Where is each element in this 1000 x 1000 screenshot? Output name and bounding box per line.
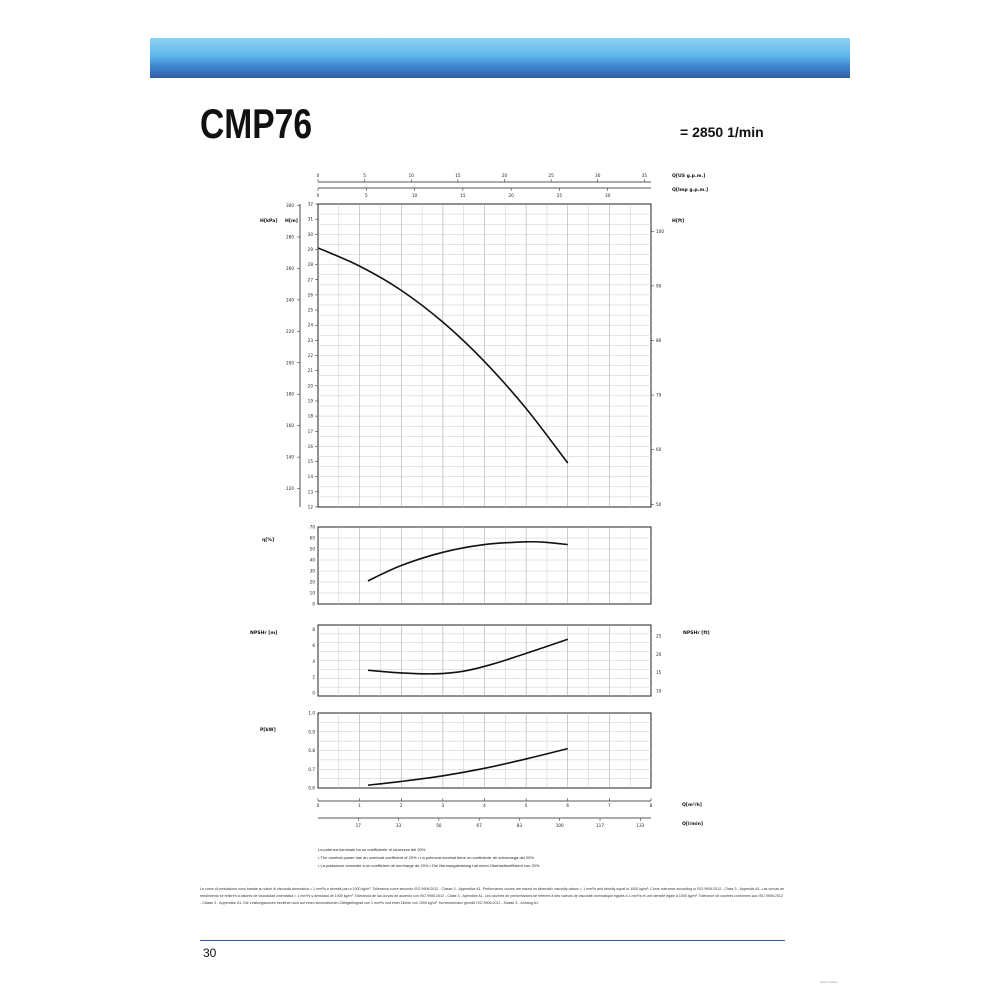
- head-right-tick-label: 70: [656, 392, 662, 398]
- head-left-outer-tick-label: 140: [286, 454, 294, 460]
- npsh-left-tick-label: 0: [312, 690, 315, 696]
- npsh-right-tick-label: 25: [656, 633, 662, 639]
- eff-label: η[%]: [262, 538, 275, 543]
- bottom-axis-1-tick-label: 3: [441, 803, 445, 808]
- head-left-inner-tick-label: 19: [307, 398, 313, 404]
- top-axis-1-tick-label: 0: [316, 173, 320, 178]
- head-left-outer-tick-label: 260: [286, 265, 294, 271]
- head-left-inner-tick-label: 24: [307, 322, 313, 328]
- bottom-axis-2-label: Q[l/min]: [682, 822, 703, 827]
- bottom-axis-1-tick-label: 6: [566, 803, 570, 808]
- bottom-axis-2-tick-label: 17: [355, 823, 361, 828]
- bottom-axis-2-tick-label: 50: [436, 823, 442, 828]
- head-left-inner-tick-label: 14: [307, 474, 313, 480]
- bottom-axis-2-tick-label: 117: [596, 823, 605, 828]
- power-tick-label: 1.0: [308, 710, 315, 716]
- head-left-inner-tick-label: 17: [307, 428, 313, 434]
- npsh-left-tick-label: 4: [312, 658, 315, 664]
- top-axis-2-tick-label: 25: [556, 193, 563, 198]
- power-tick-label: 0.6: [308, 785, 315, 791]
- bottom-axis-1-tick-label: 8: [649, 803, 653, 808]
- top-axis-2-tick-label: 5: [364, 193, 368, 198]
- npsh-left-tick-label: 6: [312, 643, 315, 649]
- bottom-axis-2-tick-label: 33: [395, 823, 402, 828]
- bottom-axis-1-tick-label: 0: [316, 803, 320, 808]
- head-left-outer-tick-label: 200: [286, 360, 294, 366]
- top-axis-1-tick-label: 35: [641, 173, 648, 178]
- head-left-inner-tick-label: 27: [307, 277, 313, 283]
- npsh-left-tick-label: 8: [312, 627, 315, 633]
- head-left-outer-tick-label: 300: [286, 203, 294, 209]
- bottom-axis-1-tick-label: 4: [483, 803, 486, 808]
- power-tick-label: 0.7: [308, 766, 315, 772]
- note-line-1: La potenza nominale ha un coefficiente di sicurezza del 20%: [318, 847, 426, 852]
- footer-rule: [200, 940, 785, 941]
- bottom-axis-2-tick-label: 133: [636, 823, 645, 828]
- bottom-axis-1-tick-label: 2: [399, 803, 403, 808]
- page-title: CMP76: [200, 100, 313, 147]
- page-number: 30: [203, 946, 217, 960]
- head-left-inner-tick-label: 28: [307, 262, 313, 268]
- eff-tick-label: 50: [309, 546, 315, 552]
- head-left-outer-tick-label: 220: [286, 328, 294, 334]
- bottom-axis-2-tick-label: 100: [555, 823, 564, 828]
- eff-tick-label: 70: [309, 524, 315, 530]
- bottom-axis-1-tick-label: 5: [524, 803, 528, 808]
- head-left-outer-tick-label: 120: [286, 486, 294, 492]
- head-left-inner-tick-label: 18: [307, 413, 313, 419]
- head-right-tick-label: 100: [656, 228, 664, 234]
- head-left-inner-tick-label: 29: [307, 246, 313, 252]
- top-axis-2-tick-label: 15: [460, 193, 466, 198]
- eff-tick-label: 0: [312, 601, 315, 607]
- top-axis-1-label: Q[US g.p.m.]: [672, 174, 706, 179]
- head-left-inner-tick-label: 16: [307, 443, 313, 449]
- head-left-inner-tick-label: 25: [307, 307, 313, 313]
- top-axis-2-tick-label: 20: [508, 193, 514, 198]
- head-left-inner-label: H[m]: [285, 219, 298, 224]
- eff-tick-label: 20: [309, 579, 315, 585]
- head-right-tick-label: 50: [656, 501, 662, 507]
- head-right-label: H[ft]: [672, 219, 685, 224]
- head-right-tick-label: 90: [656, 283, 662, 289]
- head-left-inner-tick-label: 31: [307, 216, 313, 222]
- note-line-2: • The nominal power has an overload coefficient of 20% • La potencia nominal tiene un coeficiente de sobrecarga del 20%: [318, 855, 534, 860]
- head-left-outer-label: H[kPa]: [260, 219, 278, 224]
- top-axis-2-tick-label: 0: [316, 193, 320, 198]
- top-axis-2-tick-label: 30: [605, 193, 611, 198]
- head-left-inner-tick-label: 20: [307, 383, 313, 389]
- bottom-axis-1-tick-label: 7: [608, 803, 611, 808]
- power-tick-label: 0.9: [308, 729, 315, 735]
- footer-text: Le curve di prestazione sono basate su valori di viscosità cinematica = 1 mm²/s e densità pari a 1000 kg/m³. Tolleranza curve secondo ISO 9906:2012 - Classe 3 - Appendice A1. Performance curves are based on kinematic viscosity values = 1 mm²/s and density equal to 1000 kg/m³. Curve tolerance according to ISO 9906:2012 - Class 3 - Appendix A1. Las curvas de rendimiento se refieren a valores de viscosidad cinemática = 1 mm²/s y densidad de 1000 kg/m³. Tolerancia de las curvas de acuerdo con ISO 9906:2012 - Clase 3 - Apéndice A1. Les courbes de performances se réfèrent à des valeurs de viscosité cinématique égales à 1 mm²/s et une densité égale à 1000 kg/m³. Tolérance de courbes conformes aux ISO 9906:2012 - Classe 3 - Appendice A1. Die Leistungskurven beziehen sich auf einen kinematischen Zähigkeitsgrad von 1 mm²/s und einer Dichte von 1000 kg/m³. Kurventoleranz gemäß ISO 9906:2012 - Klasse 3 - Anhang A1.: [200, 887, 785, 905]
- bottom-axis-2-tick-label: 67: [476, 823, 482, 828]
- head-left-outer-tick-label: 160: [286, 423, 294, 429]
- power-tick-label: 0.8: [308, 748, 315, 753]
- head-left-inner-tick-label: 15: [307, 459, 313, 465]
- npsh-right-tick-label: 15: [656, 670, 662, 676]
- eff-tick-label: 10: [309, 590, 315, 596]
- top-axis-1-tick-label: 30: [595, 173, 601, 178]
- eff-tick-label: 40: [309, 557, 315, 563]
- note-line-3: • La puissance nominale a un coefficient de surcharge de 20% • Die Nennungsleistung hat einen Überlastkoeffizient von 20%: [318, 863, 540, 868]
- top-axis-2-tick-label: 10: [411, 193, 418, 198]
- eff-tick-label: 60: [309, 535, 315, 541]
- head-right-tick-label: 60: [656, 447, 662, 453]
- head-left-inner-tick-label: 23: [307, 337, 313, 343]
- top-axis-2-label: Q[Imp g.p.m.]: [672, 188, 709, 193]
- head-left-inner-tick-label: 32: [307, 201, 313, 207]
- speed-label: = 2850 1/min: [680, 124, 764, 140]
- eff-tick-label: 30: [309, 568, 315, 574]
- top-axis-1-tick-label: 25: [548, 173, 554, 178]
- head-right-tick-label: 80: [656, 337, 662, 343]
- npsh-right-tick-label: 10: [656, 688, 662, 694]
- power-label: P[kW]: [260, 728, 276, 733]
- npsh-right-tick-label: 20: [656, 651, 662, 657]
- head-left-inner-tick-label: 13: [307, 489, 313, 495]
- bottom-axis-2-tick-label: 83: [516, 823, 523, 828]
- head-left-outer-tick-label: 240: [286, 297, 294, 303]
- top-axis-1-tick-label: 5: [363, 173, 366, 178]
- top-axis-1-tick-label: 15: [455, 173, 461, 178]
- head-left-inner-tick-label: 12: [307, 504, 313, 510]
- head-left-inner-tick-label: 21: [307, 368, 313, 374]
- head-left-outer-tick-label: 180: [286, 391, 294, 397]
- npsh-left-label: NPSHr [m]: [250, 631, 278, 636]
- top-axis-1-tick-label: 20: [501, 173, 508, 178]
- bottom-axis-1-label: Q[m³/h]: [682, 803, 702, 808]
- top-axis-1-tick-label: 10: [408, 173, 414, 178]
- npsh-right-label: NPSHr [ft]: [683, 631, 710, 636]
- head-left-inner-tick-label: 26: [307, 292, 313, 298]
- bottom-axis-1-tick-label: 1: [358, 803, 361, 808]
- head-left-inner-tick-label: 30: [307, 231, 313, 237]
- head-left-outer-tick-label: 280: [286, 234, 294, 240]
- credit-text: Lorem ipsum: [820, 980, 838, 984]
- head-left-inner-tick-label: 22: [307, 353, 313, 358]
- npsh-left-tick-label: 2: [312, 674, 315, 680]
